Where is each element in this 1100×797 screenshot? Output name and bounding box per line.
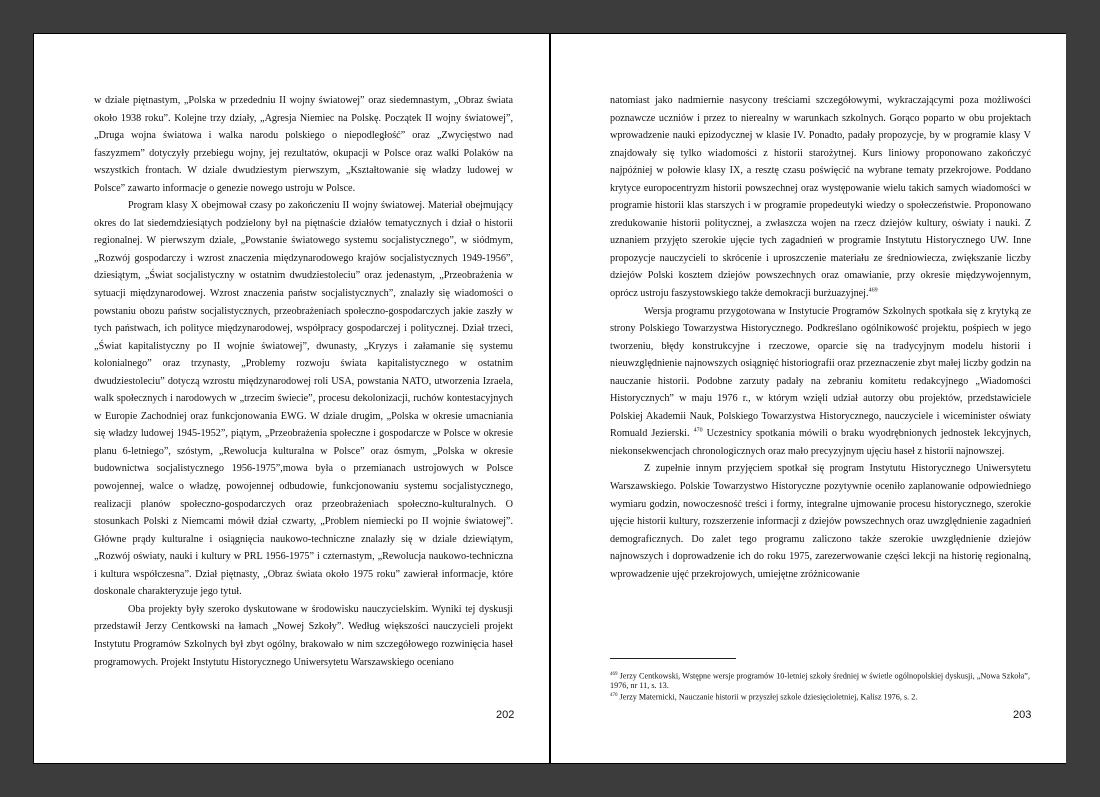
document-spread (33, 33, 1066, 764)
left-page-body (94, 92, 513, 671)
footnote-number: 469 (610, 672, 618, 677)
right-paragraph-2 (610, 303, 1031, 461)
page-number-left: 202 (496, 709, 515, 721)
footnote-number: 470 (610, 692, 618, 698)
footnote-470 (610, 691, 1030, 702)
footnote-text: Jerzy Maternicki, Nauczanie historii w przyszłej szkole dziesięcioletniej, Kalisz 1976, s. 2. (619, 692, 918, 702)
left-page (34, 34, 549, 763)
footnote-ref-470[interactable]: 470 (693, 428, 703, 434)
right-paragraph-1 (610, 92, 1031, 303)
page-number-right: 203 (1013, 709, 1032, 721)
footnote-ref-469[interactable]: 469 (868, 287, 878, 294)
footnote-469 (610, 670, 1030, 691)
right-page (551, 34, 1066, 763)
right-page-body (610, 92, 1031, 583)
left-paragraph-3: Oba projekty były szeroko dyskutowane w środowisku nauczycielskim. Wyniki tej dyskusji przedstawił Jerzy Centkowski na łamach „Nowej Szkoły”. Według większości nauczycieli projekt Instytutu Programów Szkolnych był zbyt ogólny, brakowało w nim szczegółowego rozwinięcia haseł programowych. Projekt Instytutu Historycznego Uniwersytetu Warszawskiego oceniano (94, 603, 513, 668)
right-paragraph-2-text-a: Wersja programu przygotowana w Instytucie Programów Szkolnych spotkała się z krytyką ze strony Polskiego Towarzystwa Historycznego. Podkreślano ogólnikowość projektu, pośpiech w jego tworzeniu, błędy konstrukcyjne i rzeczowe, oparcie się na tradycyjnym modelu historii i nieuwzględnienie najnowszych osiągnięć historiografii oraz przeznaczenie zbyt małej liczby godzin na nauczanie historii. Podobne zarzuty padały na zebraniu komitetu redakcyjnego „Wiadomości Historycznych” w maju 1976 r., w którym wzięli udział autorzy obu projektów, przedstawiciele Polskiej Akademii Nauk, Polskiego Towarzystwa Historycznego, nauczyciele i wiceminister oświaty Romuald Jezierski. (610, 305, 1031, 440)
footnotes (610, 670, 1030, 702)
footnote-separator (610, 658, 736, 659)
left-paragraph-2: Program klasy X obejmował czasy po zakończeniu II wojny światowej. Materiał obejmujący okres do lat siedemdziesiątych podzielony był na piętnaście działów tematycznych i dział o historii regionalnej. W pierwszym dziale, „Powstanie światowego systemu socjalistycznego”, w siódmym, „Rozwój gospodarczy i wzrost znaczenia międzynarodowego krajów socjalistycznych 1949-1956”, dziesiątym, „Świat socjalistyczny w ostatnim dwudziestoleciu” oraz jedenastym, „Przeobrażenia w sytuacji międzynarodowej. Wzrost znaczenia państw socjalistycznych”, znalazły się wiadomości o powstaniu obozu państw socjalistycznych, przeobrażeniach społeczno-gospodarczych jakie zaszły w tych państwach, ich polityce międzynarodowej, współpracy gospodarczej i politycznej. Dział trzeci, „Świat kapitalistyczny po II wojnie światowej”, dwunasty, „Kryzys i załamanie się systemu kolonialnego” oraz trzynasty, „Problemy rozwoju świata kapitalistycznego w ostatnim dwudziestoleciu” dotyczą wzrostu międzynarodowej roli USA, powstania NATO, utworzenia Izraela, walk społecznych i narodowych w „trzecim świecie”, procesu dekolonizacji, ruchów kontestacyjnych w Europie Zachodniej oraz funkcjonowania EWG. W dziale drugim, „Polska w okresie umacniania się władzy ludowej 1945-1952”, piątym, „Przeobrażenia społeczne i gospodarcze w Polsce w okresie planu 6-letniego”, szóstym, „Rewolucja kulturalna w Polsce” oraz ósmym, „Polska w okresie budownictwa socjalistycznego 1956-1975”,mowa była o przemianach ustrojowych w Polsce powojennej, walce o władzę, powojennej odbudowie, funkcjonowaniu systemu socjalistycznego, realizacji planów społeczno-gospodarczych oraz przeobrażeniach społeczno-kulturalnych. O stosunkach Polski z Niemcami mówił dział czwarty, „Problem niemiecki po II wojnie światowej”. Główne prądy kulturalne i osiągnięcia naukowo-techniczne znalazły się w dziale dziewiątym, „Rozwój oświaty, nauki i kultury w PRL 1956-1975” i czternastym, „Rewolucja naukowo-techniczna i kultura współczesna”. Dział piętnasty, „Obraz świata około 1975 roku” zawierał informacje, które doskonale charakteryzuje jego tytuł. (94, 200, 513, 598)
right-paragraph-3: Z zupełnie innym przyjęciem spotkał się program Instytutu Historycznego Uniwersytetu Warszawskiego. Polskie Towarzystwo Historyczne pozytywnie oceniło zaplanowanie odpowiedniego wymiaru godzin, nowoczesność treści i formy, integralne ujmowanie procesu historycznego, szerokie ujęcie historii kultury, rozszerzenie informacji z dziejów powszechnych oraz uwzględnienie zagadnień demograficznych. Do zalet tego programu zaliczono także szerokie uwzględnienie dziejów najnowszych i doprowadzenie ich do roku 1975, zarezerwowanie części lekcji na historię regionalną, wprowadzenie ujęć przekrojowych, umiejętne zróżnicowanie (610, 463, 1031, 580)
right-paragraph-2-text-b: Uczestnicy spotkania mówili o braku wyodrębnionych jednostek lekcyjnych, niekonsekwencjach chronologicznych oraz mało precyzyjnym ujęciu haseł z historii najnowszej. (610, 428, 1032, 457)
left-paragraph-1: w dziale piętnastym, „Polska w przededniu II wojny światowej” oraz siedemnastym, „Obraz świata około 1938 roku”. Kolejne trzy działy, „Agresja Niemiec na Polskę. Początek II wojny światowej”, „Druga wojna światowa i walka narodu polskiego o niepodległość” oraz „Zwycięstwo nad faszyzmem” dotyczyły przebiegu wojny, jej rezultatów, okupacji w Polsce oraz walki Polaków na wszystkich frontach. W dziale dwudziestym pierwszym, „Kształtowanie się władzy ludowej w Polsce” zawarto informacje o genezie nowego ustroju w Polsce. (94, 95, 513, 194)
right-paragraph-1-text: natomiast jako nadmiernie nasycony treściami szczegółowymi, wykraczającymi poza możliwości poznawcze uczniów i przez to nierealny w warunkach szkolnych. Gorąco poparto w obu projektach wprowadzenie nauki epizodycznej w klasie IV. Ponadto, padały propozycje, by w programie klasy V znajdowały się tylko wiadomości z historii starożytnej. Kurs liniowy proponowano zakończyć najpóźniej w połowie klasy IX, a resztę czasu poświęcić na wybrane tematy przekrojowe. Poddano krytyce europocentryzm historii powszechnej oraz występowanie wielu takich samych wiadomości w programie historii klas starszych i w programie propedeutyki wiedzy o społeczeństwie. Proponowano zredukowanie historii politycznej, a zwłaszcza wojen na rzecz dziejów kultury, oświaty i nauki. Z uznaniem przyjęto szerokie ujęcie tych zagadnień w programie Instytutu Historycznego UW. Inne propozycje nauczycieli to skrócenie i uproszczenie materiału ze średniowiecza, zwiększanie liczby dziejów Polski kosztem dziejów powszechnych oraz omawianie, przy okresie międzywojennym, oprócz ustroju faszystowskiego także demokracji burżuazyjnej. (610, 95, 1031, 300)
footnote-text: Jerzy Centkowski, Wstępne wersje programów 10-letniej szkoły średniej w świetle ogólnopolskiej dyskusji, „Nowa Szkoła”, 1976, nr 11, s. 13. (610, 671, 1030, 691)
